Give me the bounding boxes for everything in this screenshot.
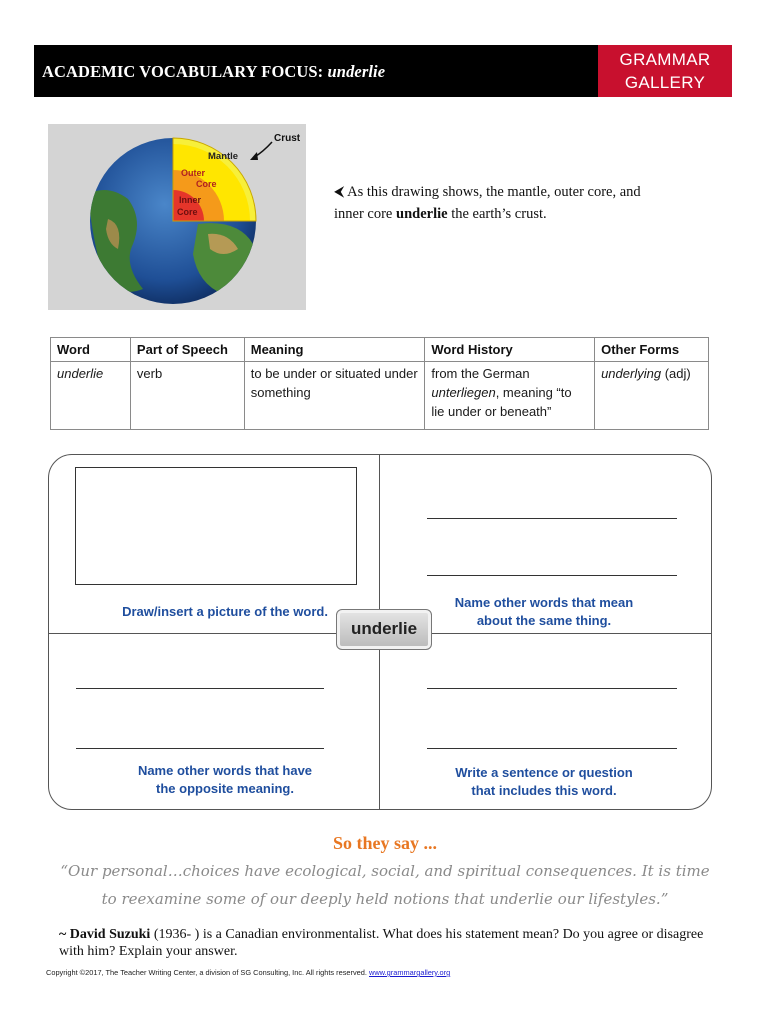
caption-text-1: As this drawing shows, the mantle, outer core, and inner core [334, 184, 641, 222]
website-link[interactable]: www.grammargallery.org [369, 968, 451, 977]
history-german-word: unterliegen [431, 385, 496, 400]
cell-part-of-speech: verb [130, 362, 244, 430]
synonyms-label-line-2: about the same thing. [476, 613, 612, 628]
table-header-row [51, 338, 709, 362]
cell-meaning: to be under or situated under something [244, 362, 425, 430]
synonym-blank-2[interactable] [427, 575, 677, 576]
picture-drop-area[interactable] [75, 467, 357, 585]
figure-caption [334, 181, 664, 225]
label-inner-core-1: Inner [179, 195, 202, 205]
quote-line-1: “Our personal…choices have ecological, social, and spiritual consequences. It is time [60, 862, 710, 880]
caption-text-2: the earth’s crust. [447, 206, 547, 222]
synonyms-label [409, 594, 679, 630]
synonyms-label-line-1: Name other words that mean [454, 595, 634, 610]
author-prefix: ~ [59, 927, 70, 942]
other-form-pos: (adj) [661, 366, 691, 381]
earth-illustration [48, 124, 306, 310]
discussion-question [59, 926, 719, 960]
sentence-blank-2[interactable] [427, 748, 677, 749]
label-mantle: Mantle [208, 151, 239, 162]
table-row [51, 362, 709, 430]
page-title [42, 62, 385, 82]
label-outer-core-1: Outer [181, 168, 206, 178]
other-form-word: underlying [601, 366, 662, 381]
label-outer-core-2: Core [196, 179, 217, 189]
col-header-meaning: Meaning [244, 338, 425, 362]
col-header-word: Word [51, 338, 131, 362]
antonym-blank-1[interactable] [76, 688, 324, 689]
col-header-word-history: Word History [425, 338, 595, 362]
label-inner-core-2: Core [177, 207, 198, 217]
antonyms-label [89, 762, 361, 798]
sentence-blank-1[interactable] [427, 688, 677, 689]
history-text-2: , meaning “to lie under or beneath” [431, 385, 572, 419]
copyright-text: Copyright ©2017, The Teacher Writing Center, a division of SG Consulting, Inc. All rights reserved. [46, 968, 369, 977]
vocabulary-table [50, 337, 709, 430]
sentence-label-line-2: that includes this word. [471, 783, 617, 798]
col-header-part-of-speech: Part of Speech [130, 338, 244, 362]
center-word-badge: underlie [336, 609, 432, 650]
col-header-other-forms: Other Forms [595, 338, 709, 362]
author-name: David Suzuki [69, 927, 151, 942]
crust-pointer-arrowhead [250, 152, 258, 160]
page-title-word: underlie [327, 62, 386, 81]
copyright-footer [46, 968, 450, 977]
sentence-label-line-1: Write a sentence or question [455, 765, 633, 780]
antonyms-label-line-1: Name other words that have [137, 763, 313, 778]
quote-line-2: to reexamine some of our deeply held notions that underlie our lifestyles.” [101, 890, 669, 908]
pointing-left-icon: ⮜ [334, 184, 345, 200]
page-title-prefix: ACADEMIC VOCABULARY FOCUS: [42, 62, 328, 81]
question-text: (1936- ) is a Canadian environmentalist. What does his statement mean? Do you agree or disagree with him? Explain your answer. [59, 927, 704, 959]
quote-block [40, 857, 730, 913]
grammar-gallery-logo [598, 45, 732, 97]
history-text-1: from the German [431, 366, 530, 381]
brand-line-1: GRAMMAR [619, 50, 711, 69]
cell-word-history [425, 362, 595, 430]
antonyms-label-line-2: the opposite meaning. [156, 781, 294, 796]
draw-picture-label: Draw/insert a picture of the word. [122, 604, 328, 619]
earth-diagram [48, 124, 306, 310]
cell-word: underlie [51, 362, 131, 430]
cell-other-forms [595, 362, 709, 430]
so-they-say-heading: So they say ... [332, 833, 437, 853]
label-crust: Crust [274, 133, 301, 144]
sentence-label [409, 764, 679, 800]
brand-line-2: GALLERY [624, 73, 706, 92]
header-bar [34, 45, 598, 97]
antonym-blank-2[interactable] [76, 748, 324, 749]
synonym-blank-1[interactable] [427, 518, 677, 519]
caption-keyword: underlie [396, 206, 448, 222]
